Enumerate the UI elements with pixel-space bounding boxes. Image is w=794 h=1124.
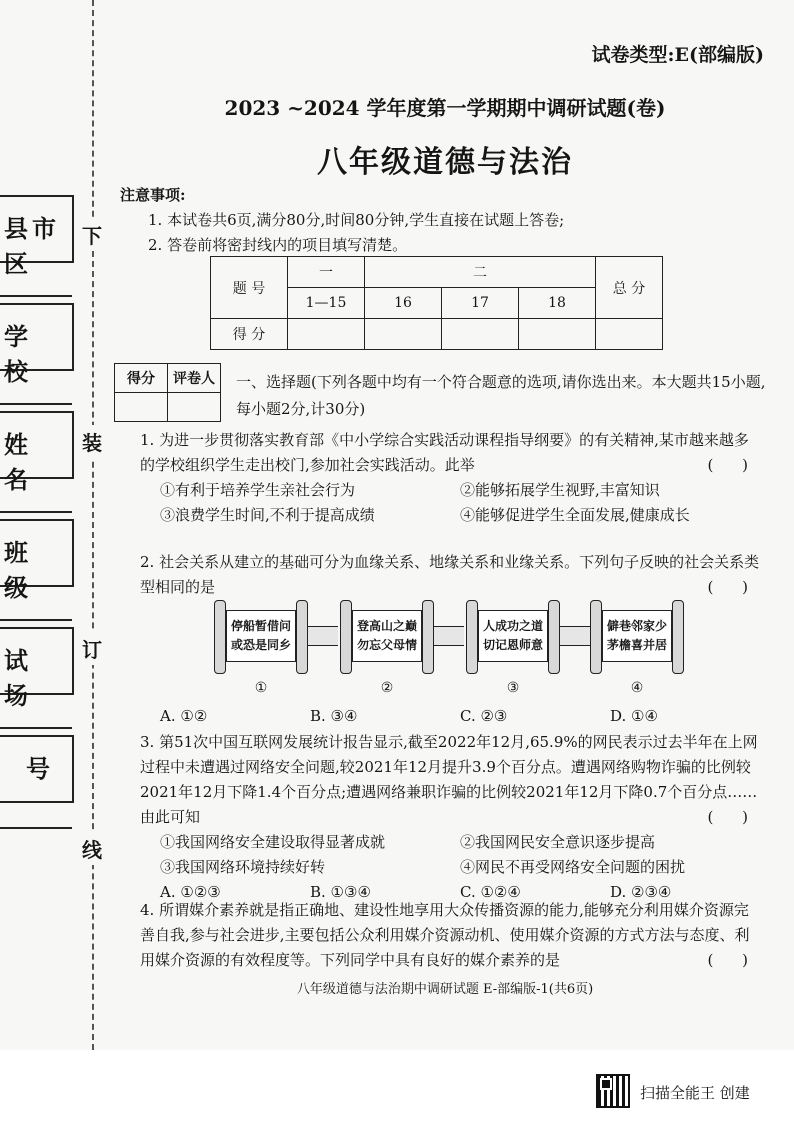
binding-char-zhuang: 装 bbox=[82, 425, 102, 458]
field-school: 学 校 bbox=[0, 303, 74, 371]
notes-heading: 注意事项: bbox=[120, 186, 186, 204]
answer-choice: B. ③④ bbox=[310, 707, 358, 725]
field-room: 试 场 bbox=[0, 627, 74, 695]
field-class-line bbox=[0, 619, 72, 621]
scroll-number: ② bbox=[380, 680, 394, 696]
scanner-watermark-label: 扫描全能王 创建 bbox=[640, 1084, 750, 1102]
scroll-number: ③ bbox=[506, 680, 520, 696]
scroll-text: 停船暂借问或恐是同乡 bbox=[226, 610, 296, 662]
scroll-item bbox=[340, 600, 434, 696]
grader-label: 评卷人 bbox=[168, 364, 221, 393]
paper-type-label: 试卷类型:E(部编版) bbox=[591, 44, 764, 66]
answer-choices bbox=[140, 704, 760, 729]
scroll-number: ① bbox=[254, 680, 268, 696]
scroll-item bbox=[214, 600, 308, 696]
answer-choice: D. ②③④ bbox=[610, 883, 672, 901]
score-table-sub: 16 bbox=[365, 288, 442, 319]
question-2-answers bbox=[140, 704, 760, 729]
score-cell[interactable] bbox=[365, 319, 442, 350]
field-county-line bbox=[0, 295, 72, 297]
answer-choice: D. ①④ bbox=[610, 707, 658, 725]
field-class: 班 级 bbox=[0, 519, 74, 587]
field-school-line bbox=[0, 403, 72, 405]
option: ②我国网民安全意识逐步提高 bbox=[460, 833, 656, 851]
answer-choice: C. ①②④ bbox=[460, 883, 521, 901]
binding-char-xia: 下 bbox=[82, 218, 102, 251]
grader-score-cell[interactable] bbox=[115, 393, 168, 422]
score-table-sub: 18 bbox=[519, 288, 596, 319]
question-1 bbox=[140, 428, 760, 528]
binding-char-xian: 线 bbox=[82, 832, 102, 865]
scroll-item bbox=[590, 600, 684, 696]
question-options bbox=[140, 478, 760, 528]
grader-name-cell[interactable] bbox=[168, 393, 221, 422]
answer-paren[interactable]: ( ) bbox=[707, 578, 760, 596]
answer-choice: A. ①② bbox=[160, 707, 208, 725]
answer-choice: B. ①③④ bbox=[310, 883, 371, 901]
answer-paren[interactable]: ( ) bbox=[707, 951, 760, 969]
scroll-text: 人成功之道切记恩师意 bbox=[478, 610, 548, 662]
field-seat: 号 bbox=[0, 735, 74, 803]
score-table-sub: 1—15 bbox=[288, 288, 365, 319]
field-name: 姓 名 bbox=[0, 411, 74, 479]
page-footer: 八年级道德与法治期中调研试题 E-部编版-1(共6页) bbox=[296, 982, 594, 997]
question-4 bbox=[140, 898, 760, 973]
scroll-illustration bbox=[214, 600, 684, 700]
option: ①有利于培养学生亲社会行为 bbox=[160, 481, 356, 499]
question-3 bbox=[140, 730, 760, 905]
score-cell[interactable] bbox=[519, 319, 596, 350]
field-room-line bbox=[0, 727, 72, 729]
notes-item: 1. 本试卷共6页,满分80分,时间80分钟,学生直接在试题上答卷; bbox=[148, 211, 565, 229]
question-stem: 4. 所谓媒介素养就是指正确地、建设性地享用大众传播资源的能力,能够充分利用媒介资源完善自我,参与社会进步,主要包括公众利用媒介资源动机、使用媒介资源的方式方法与态度、利用媒介资源的有效程度等。下列同学中具有良好的媒介素养的是 ( ) bbox=[140, 898, 760, 973]
answer-paren[interactable]: ( ) bbox=[707, 456, 760, 474]
score-table-total: 总 分 bbox=[596, 257, 663, 319]
score-cell-total[interactable] bbox=[596, 319, 663, 350]
scroll-number: ④ bbox=[630, 680, 644, 696]
option: ④能够促进学生全面发展,健康成长 bbox=[460, 506, 690, 524]
scroll-text: 僻巷邻家少茅檐喜并居 bbox=[602, 610, 672, 662]
score-table-score-label: 得 分 bbox=[211, 319, 288, 350]
binding-char-ding: 订 bbox=[82, 632, 102, 665]
score-table-sub: 17 bbox=[442, 288, 519, 319]
question-stem: 2. 社会关系从建立的基础可分为血缘关系、地缘关系和业缘关系。下列句子反映的社会关系类型相同的是 ( ) bbox=[140, 550, 760, 600]
score-table bbox=[210, 256, 663, 350]
option: ③我国网络环境持续好转 bbox=[160, 858, 326, 876]
grader-score-label: 得分 bbox=[115, 364, 168, 393]
binding-dashed-line bbox=[92, 0, 94, 1050]
option: ②能够拓展学生视野,丰富知识 bbox=[460, 481, 660, 499]
option: ④网民不再受网络安全问题的困扰 bbox=[460, 858, 686, 876]
field-name-line bbox=[0, 511, 72, 513]
option: ③浪费学生时间,不利于提高成绩 bbox=[160, 506, 375, 524]
section1-title: 一、选择题(下列各题中均有一个符合题意的选项,请你选出来。本大题共15小题,每小题2分,计30分) bbox=[236, 373, 766, 418]
question-2 bbox=[140, 550, 760, 600]
score-cell[interactable] bbox=[442, 319, 519, 350]
score-cell[interactable] bbox=[288, 319, 365, 350]
qr-code-icon bbox=[596, 1074, 630, 1108]
notes-item: 2. 答卷前将密封线内的项目填写清楚。 bbox=[148, 236, 408, 254]
scroll-text: 登高山之巅勿忘父母情 bbox=[352, 610, 422, 662]
score-table-part1: 一 bbox=[288, 257, 365, 288]
score-table-part2: 二 bbox=[365, 257, 596, 288]
option: ①我国网络安全建设取得显著成就 bbox=[160, 833, 386, 851]
exam-title: 2023 ~2024 学年度第一学期期中调研试题(卷) bbox=[224, 96, 666, 120]
question-options bbox=[140, 830, 760, 880]
answer-choice: C. ②③ bbox=[460, 707, 508, 725]
question-stem: 1. 为进一步贯彻落实教育部《中小学综合实践活动课程指导纲要》的有关精神,某市越来越多的学校组织学生走出校门,参加社会实践活动。此举 ( ) bbox=[140, 428, 760, 478]
field-county: 县市区 bbox=[0, 195, 74, 263]
field-seat-line bbox=[0, 827, 72, 829]
score-table-question-header: 题 号 bbox=[211, 257, 288, 319]
answer-paren[interactable]: ( ) bbox=[707, 808, 760, 826]
grader-box bbox=[114, 363, 221, 422]
exam-notes bbox=[120, 183, 760, 258]
subject-title: 八年级道德与法治 bbox=[317, 145, 573, 180]
question-stem: 3. 第51次中国互联网发展统计报告显示,截至2022年12月,65.9%的网民表示过去半年在上网过程中未遭遇过网络安全问题,较2021年12月提升3.9个百分点。遭遇网络购物诈骗的比例较2021年12月下降1.4个百分点;遭遇网络兼职诈骗的比例较2021年12月下降0.7个百分点……由此可知 ( ) bbox=[140, 730, 760, 830]
answer-choice: A. ①②③ bbox=[160, 883, 221, 901]
scroll-item bbox=[466, 600, 560, 696]
